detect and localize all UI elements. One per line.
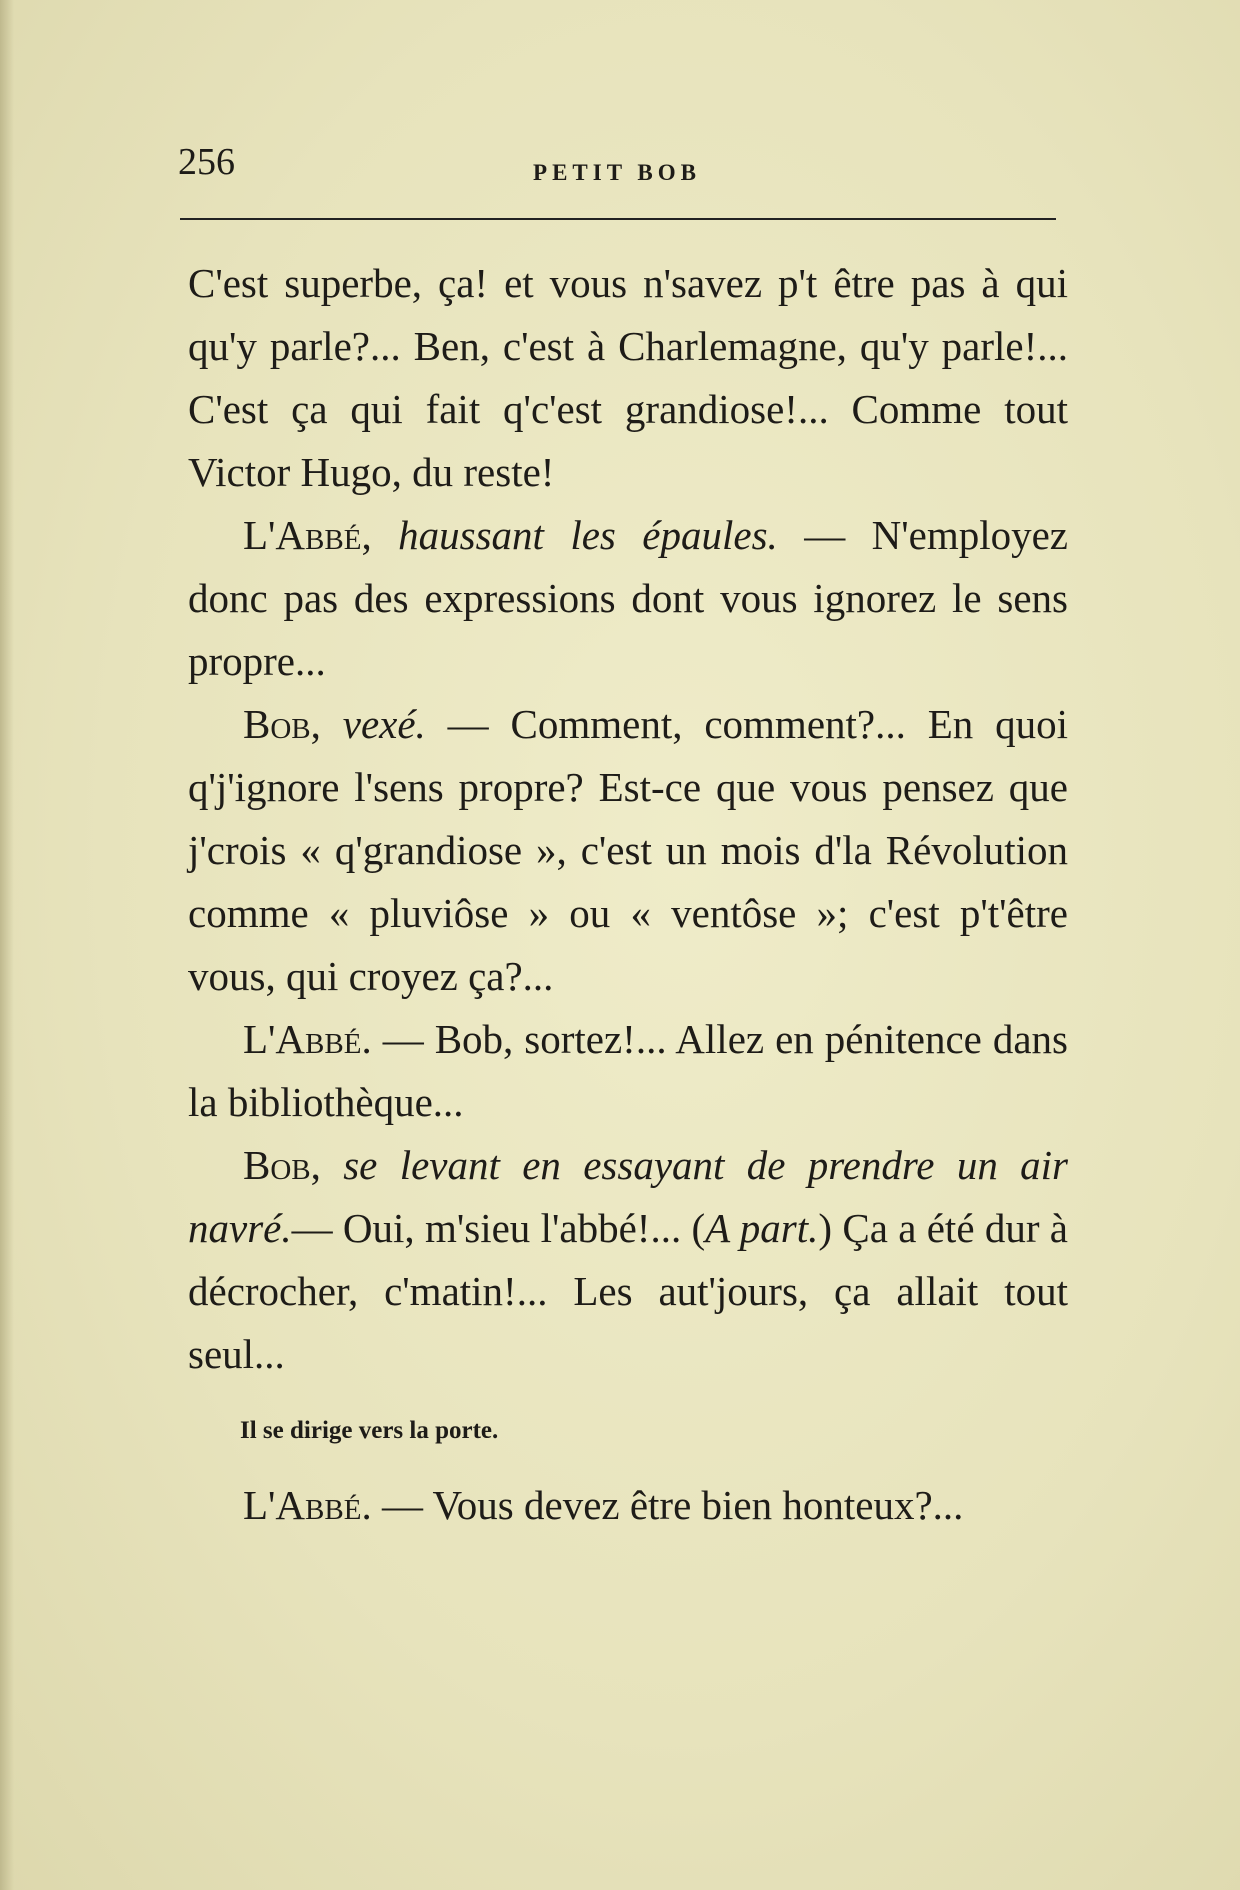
- page-header: [178, 140, 1056, 196]
- dialogue-text: — N'employez donc pas des expressions dont vous ignorez le sens propre...: [188, 512, 1069, 684]
- dialogue-paragraph: Bob, vexé. — Comment, comment?... En quoi q'j'ignore l'sens propre? Est-ce que vous pensez que j'crois « q'grandiose », c'est un mois d'la Révolution comme « pluviôse » ou « ventôse »; c'est p't'être vous, qui croyez ça?...: [188, 701, 1069, 999]
- dialogue-text: ) Ça a été dur à décrocher, c'matin!... Les aut'jours, ça allait tout seul...: [188, 1205, 1068, 1377]
- dialogue-text: — Oui, m'sieu l'abbé!... (: [291, 1205, 706, 1251]
- dialogue-text: — Vous devez être bien honteux?...: [381, 1482, 964, 1528]
- stage-direction: Il se dirige vers la porte.: [240, 1417, 499, 1444]
- dialogue-paragraph: L'Abbé, haussant les épaules. — N'employez donc pas des expressions dont vous ignorez le sens propre...: [188, 512, 1069, 684]
- dialogue-text: — Comment, comment?... En quoi q'j'ignore l'sens propre? Est-ce que vous pensez que j'crois « q'grandiose », c'est un mois d'la Révolution comme « pluviôse » ou « ventôse »; c'est p't'être vous, qui croyez ça?...: [188, 701, 1069, 999]
- dialogue-paragraph: [188, 1008, 1068, 1134]
- dialogue-paragraph: Bob, se levant en essayant de prendre un air navré.— Oui, m'sieu l'abbé!... (A part.) Ça a été dur à décrocher, c'matin!... Les aut'jours, ça allait tout seul...: [188, 1142, 1068, 1377]
- speaker-name: L'Abbé: [243, 512, 362, 558]
- stage-direction-inline: vexé.: [342, 701, 426, 747]
- speaker-name: Bob: [243, 1142, 311, 1188]
- speaker-name: L'Abbé.: [243, 1482, 372, 1528]
- speaker-name: L'Abbé.: [243, 1016, 372, 1062]
- stage-direction-inline: haussant les épaules.: [398, 512, 778, 558]
- speaker-name: Bob: [243, 701, 311, 747]
- dialogue-paragraph: [188, 1474, 1068, 1537]
- page-body: [188, 252, 1068, 1537]
- header-rule: [180, 218, 1056, 220]
- dialogue-text: — Bob, sortez!... Allez en pénitence dans la bibliothèque...: [188, 1016, 1068, 1125]
- running-title: PETIT BOB: [533, 160, 701, 185]
- aside-marker: A part.: [705, 1205, 819, 1251]
- stage-direction-inline: se levant en essayant de prendre un air navré.: [188, 1142, 1068, 1251]
- page-number: 256: [178, 141, 235, 183]
- paragraph-continued: C'est superbe, ça! et vous n'savez p't être pas à qui qu'y parle?... Ben, c'est à Charlemagne, qu'y parle!... C'est ça qui fait q'c'est grandiose!... Comme tout Victor Hugo, du reste!: [188, 260, 1068, 495]
